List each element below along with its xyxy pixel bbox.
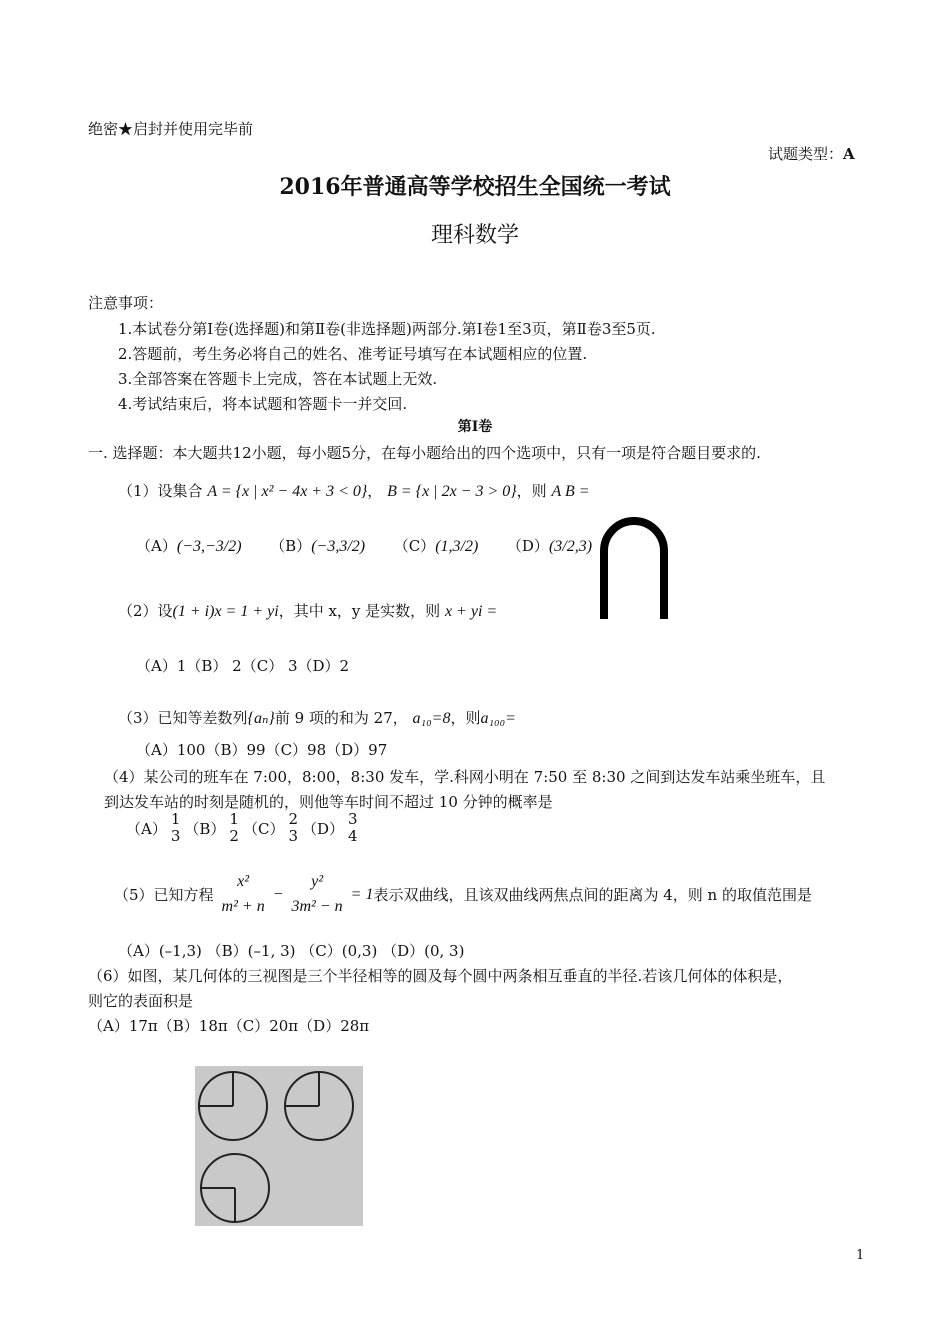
q1-set-b: B = {x | 2x − 3 > 0} [387, 483, 517, 500]
question-4-stem-line1: （4）某公司的班车在 7:00，8:00，8:30 发车，学.科网小明在 7:50 至 8:30 之间到达发车站乘坐班车，且 [104, 768, 826, 786]
question-6-options: （A）17π（B）18π（C）20π（D）28π [88, 1017, 370, 1035]
q1-set-a: A = {x | x² − 4x + 3 < 0} [207, 483, 368, 500]
q4-option-c-label: （C） [242, 819, 285, 838]
question-4-stem-line2: 到达发车站的时刻是随机的，则他等车时间不超过 10 分钟的概率是 [104, 793, 553, 811]
secret-notice: 绝密★启封并使用完毕前 [88, 120, 254, 138]
notice-item: 2.答题前，考生务必将自己的姓名、准考证号填写在本试题相应的位置. [118, 345, 588, 363]
exam-type-value: A [843, 145, 855, 163]
q4-option-b-label: （B） [184, 819, 226, 838]
exam-type [768, 143, 855, 164]
notice-item: 3.全部答案在答题卡上完成，答在本试题上无效. [118, 370, 438, 388]
intersection-symbol-icon [598, 515, 670, 619]
page-subtitle: 理科数学 [430, 223, 519, 248]
q2-lead: （2）设 [118, 602, 173, 620]
q1-option-c: （C）(1,3/2) [393, 537, 479, 555]
notice-item: 1.本试卷分第Ⅰ卷(选择题)和第Ⅱ卷(非选择题)两部分.第Ⅰ卷1至3页，第Ⅱ卷3至5页. [118, 320, 656, 338]
question-1-options [136, 535, 592, 556]
q3-a10: a₁₀=8 [412, 710, 451, 727]
question-3-stem [118, 707, 516, 728]
q4-option-c: 2 3 [288, 810, 298, 845]
three-views-figure [195, 1066, 363, 1226]
q2-ask: x + yi = [444, 603, 498, 620]
q5-term-2: y² 3m² − n [291, 873, 343, 915]
q4-option-d: 3 4 [348, 810, 358, 845]
q4-option-d-label: （D） [302, 819, 345, 838]
notice-item: 4.考试结束后，将本试题和答题卡一并交回. [118, 395, 408, 413]
q4-option-b: 1 2 [229, 810, 239, 845]
notice-label: 注意事项： [88, 294, 164, 312]
question-5-options: （A）(–1,3) （B）(–1, 3) （C）(0,3) （D）(0, 3) [118, 942, 465, 960]
q5-term-1: x² m² + n [221, 873, 265, 915]
q1-option-d: （D）(3/2,3) [506, 537, 593, 555]
q3-then: ，则 [450, 709, 481, 727]
q3-condition: 前 9 项的和为 27， [274, 709, 408, 727]
part-heading: 第Ⅰ卷 [457, 419, 493, 435]
q2-equation: (1 + i)x = 1 + yi [172, 603, 279, 620]
q3-sequence: {aₙ} [247, 710, 275, 727]
exam-type-label: 试题类型： [768, 145, 844, 163]
question-1-stem [118, 480, 590, 501]
q5-condition: 表示双曲线，且该双曲线两焦点间的距离为 4，则 n 的取值范围是 [373, 886, 812, 905]
q3-a100: a₁₀₀= [480, 710, 516, 727]
question-2-stem [118, 600, 497, 621]
page-number: 1 [856, 1248, 865, 1263]
q4-option-a: 1 3 [170, 810, 181, 845]
page-title: 2016年普通高等学校招生全国统一考试 [279, 174, 671, 200]
q3-lead: （3）已知等差数列 [118, 709, 248, 727]
question-6-stem-line1: （6）如图，某几何体的三视图是三个半径相等的圆及每个圆中两条相互垂直的半径.若该几何体的体积是， [88, 967, 793, 985]
question-5-stem [114, 874, 812, 916]
question-6-stem-line2: 则它的表面积是 [88, 992, 194, 1010]
q1-then: ，则 [516, 482, 547, 500]
q1-expression: A B = [551, 483, 590, 500]
q5-minus: − [272, 885, 284, 903]
q5-lead: （5）已知方程 [114, 886, 214, 905]
question-2-options: （A）1（B） 2（C） 3（D）2 [136, 657, 350, 675]
q1-option-a: （A）(−3,−3/2) [136, 537, 242, 555]
section-instruction: 一. 选择题：本大题共12小题，每小题5分，在每小题给出的四个选项中，只有一项是符合题目要求的. [88, 444, 761, 462]
q4-option-a-label: （A） [126, 819, 167, 838]
q1-separator: ， [367, 482, 383, 500]
q5-equals: = 1 [350, 885, 374, 903]
q1-lead: （1）设集合 [118, 482, 203, 500]
q2-condition: ，其中 x，y 是实数，则 [278, 602, 441, 620]
question-4-options [126, 812, 358, 845]
q1-option-b: （B）(−3,3/2) [270, 537, 366, 555]
question-3-options: （A）100（B）99（C）98（D）97 [136, 741, 388, 759]
